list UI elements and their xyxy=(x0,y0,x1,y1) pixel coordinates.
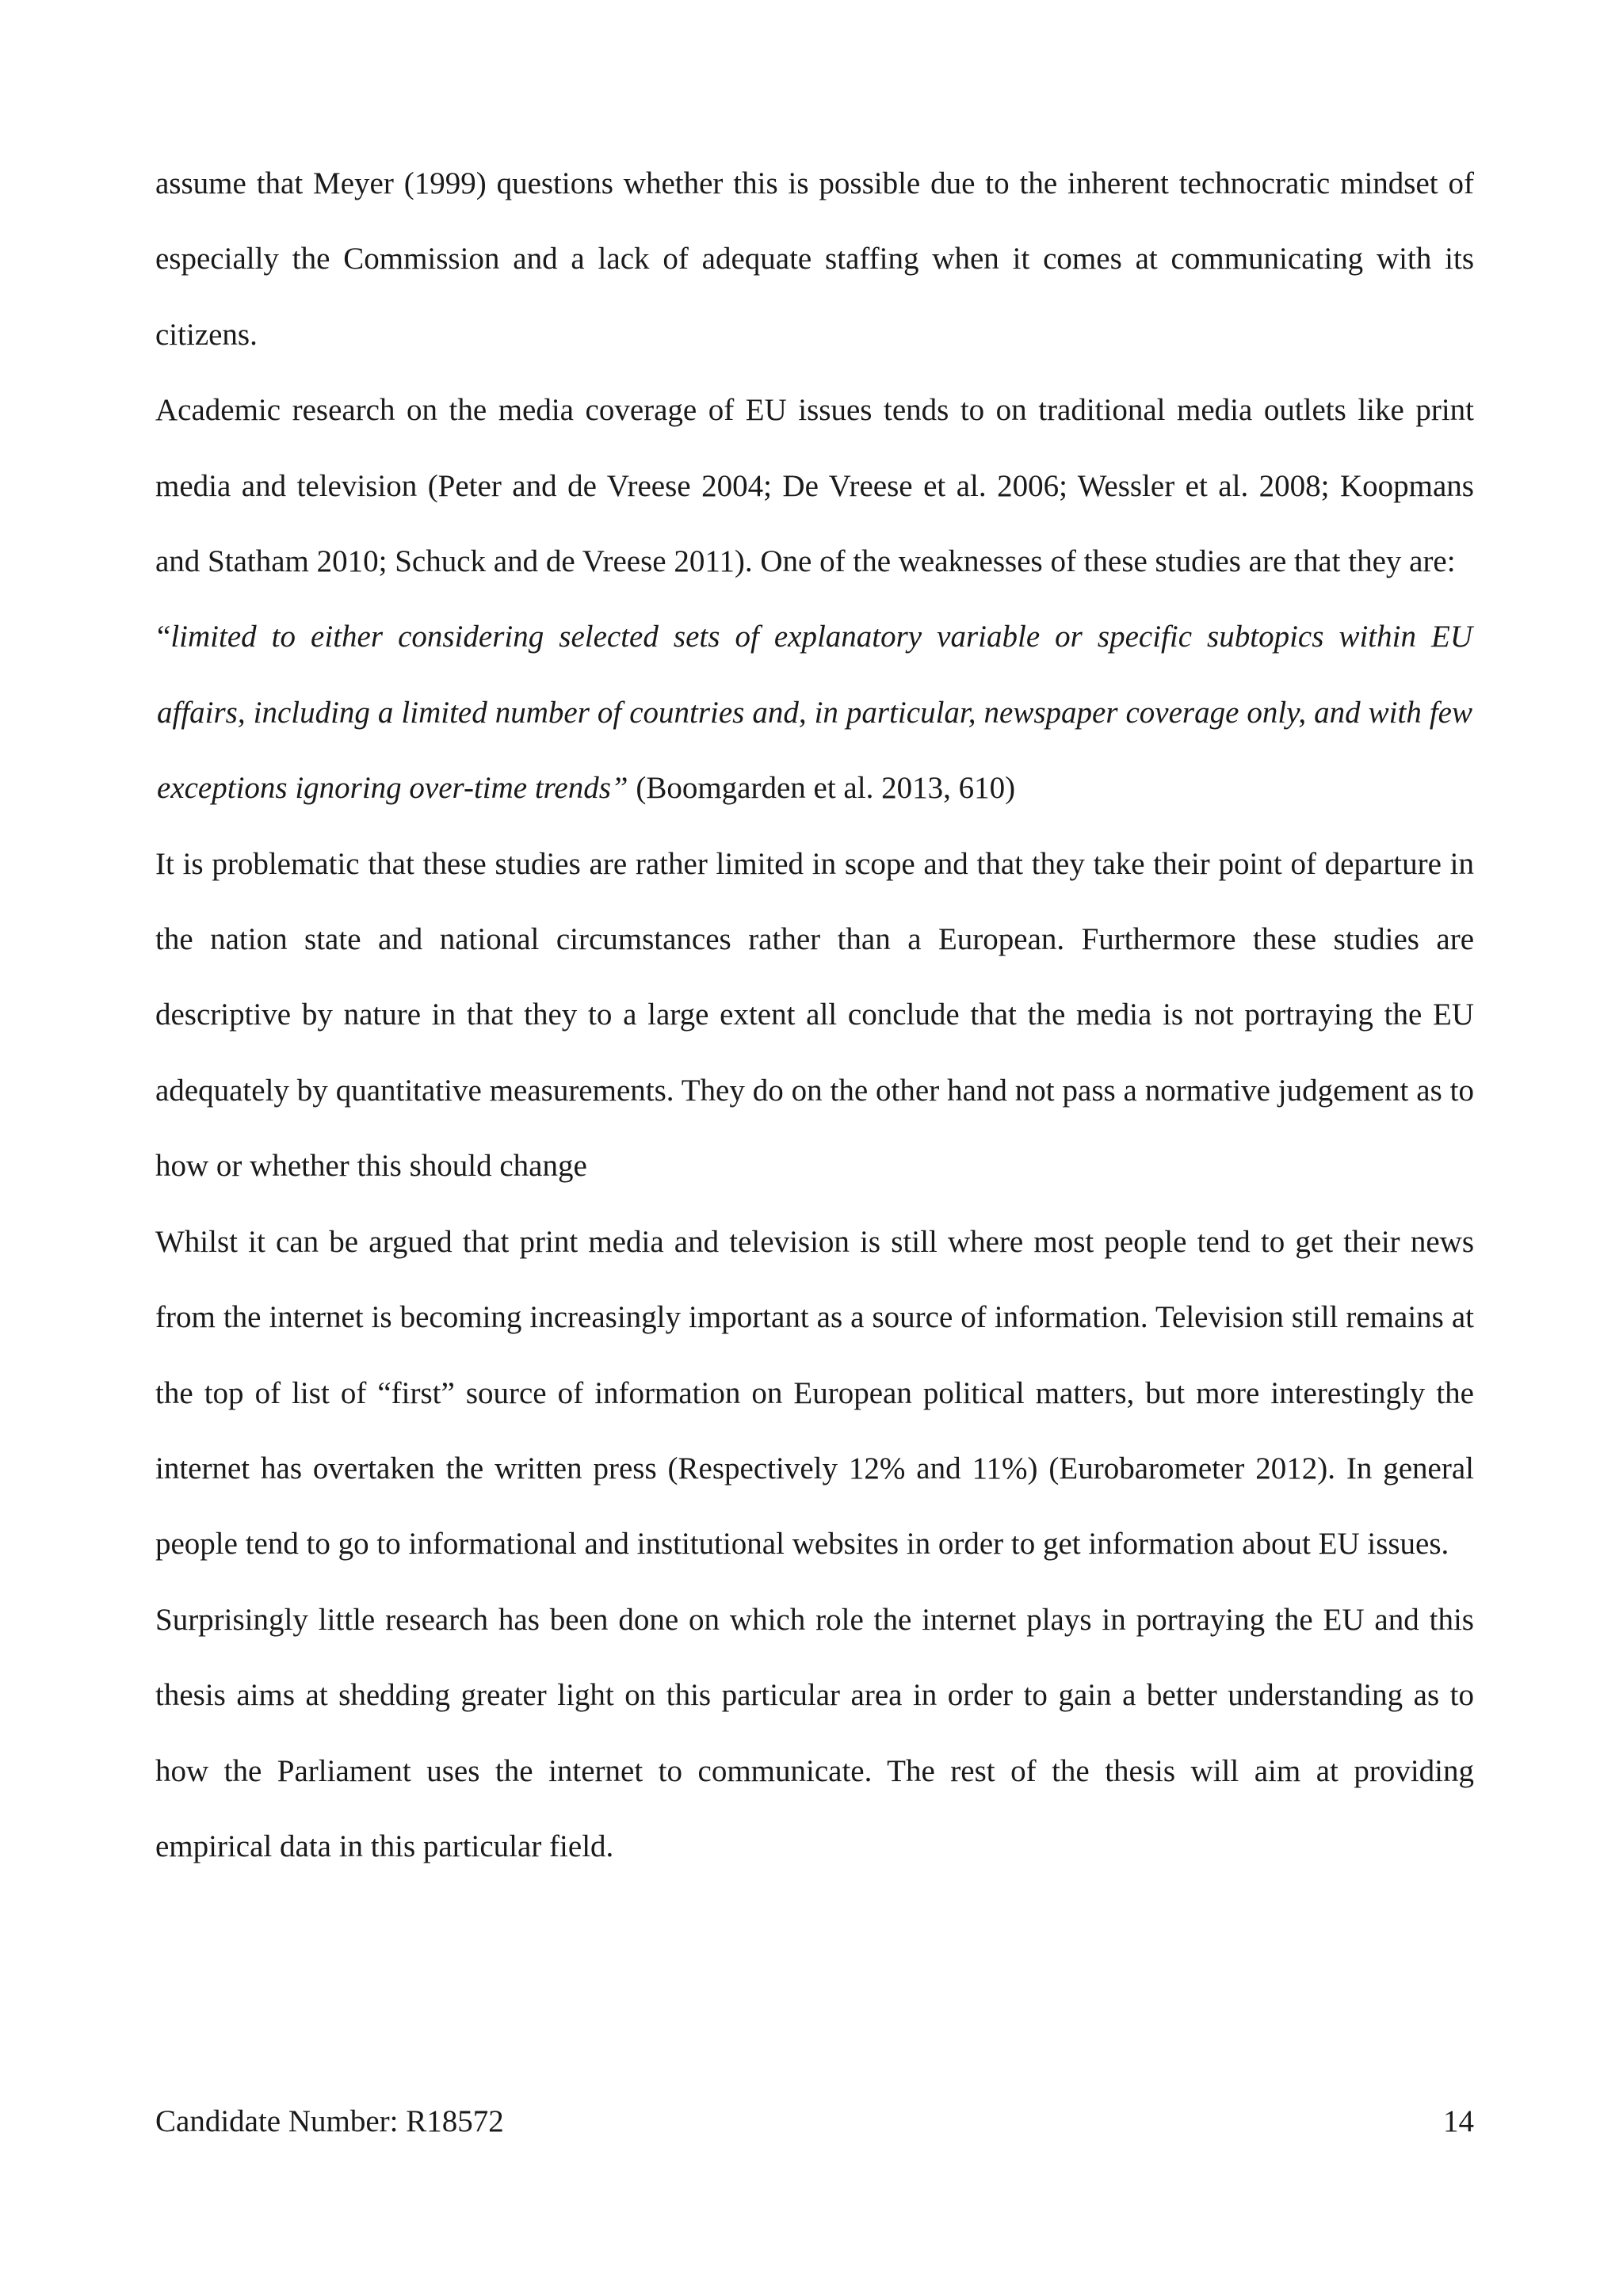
quote-citation: (Boomgarden et al. 2013, 610) xyxy=(628,771,1016,806)
paragraph-5: Surprisingly little research has been done on which role the internet plays in portraying the EU and this thesis aims at shedding greater light on this particular area in order to gain a better understanding as to how the Parliament uses the internet to communicate. The rest of the thesis will aim at providing empirical data in this particular field. xyxy=(155,1602,1474,1863)
page-footer xyxy=(155,2098,1474,2145)
candidate-number: Candidate Number: R18572 xyxy=(155,2104,504,2138)
quote-open-mark: “ xyxy=(157,620,171,654)
page-number: 14 xyxy=(1443,2104,1474,2138)
body-text xyxy=(155,146,1474,1884)
paragraph-4: Whilst it can be argued that print media and television is still where most people tend to get their news from the internet is becoming increasingly important as a source of information. Television still remains at the top of list of “first” source of information on European political matters, but more interestingly the internet has overtaken the written press (Respectively 12% and 11%) (Eurobarometer 2012). In general people tend to go to informational and institutional websites in order to get information about EU issues. xyxy=(155,1224,1474,1562)
paragraph-2: Academic research on the media coverage of EU issues tends to on traditional media outlets like print media and television (Peter and de Vreese 2004; De Vreese et al. 2006; Wessler et al. 2008; Koopmans and Statham 2010; Schuck and de Vreese 2011). One of the weaknesses of these studies are that they are: xyxy=(155,393,1474,579)
block-quote xyxy=(155,599,1474,826)
quote-text: limited to either considering selected sets of explanatory variable or specific subtopics within EU affairs, including a limited number of countries and, in particular, newspaper coverage only, and with few exceptions ignoring over-time trends” xyxy=(157,620,1472,806)
paragraph-3: It is problematic that these studies are rather limited in scope and that they take their point of departure in the nation state and national circumstances rather than a European. Furthermore these studies are descriptive by nature in that they to a large extent all conclude that the media is not portraying the EU adequately by quantitative measurements. They do on the other hand not pass a normative judgement as to how or whether this should change xyxy=(155,846,1474,1184)
paragraph-1: assume that Meyer (1999) questions whether this is possible due to the inherent technocratic mindset of especially the Commission and a lack of adequate staffing when it comes at communicating with its citizens. xyxy=(155,166,1474,352)
